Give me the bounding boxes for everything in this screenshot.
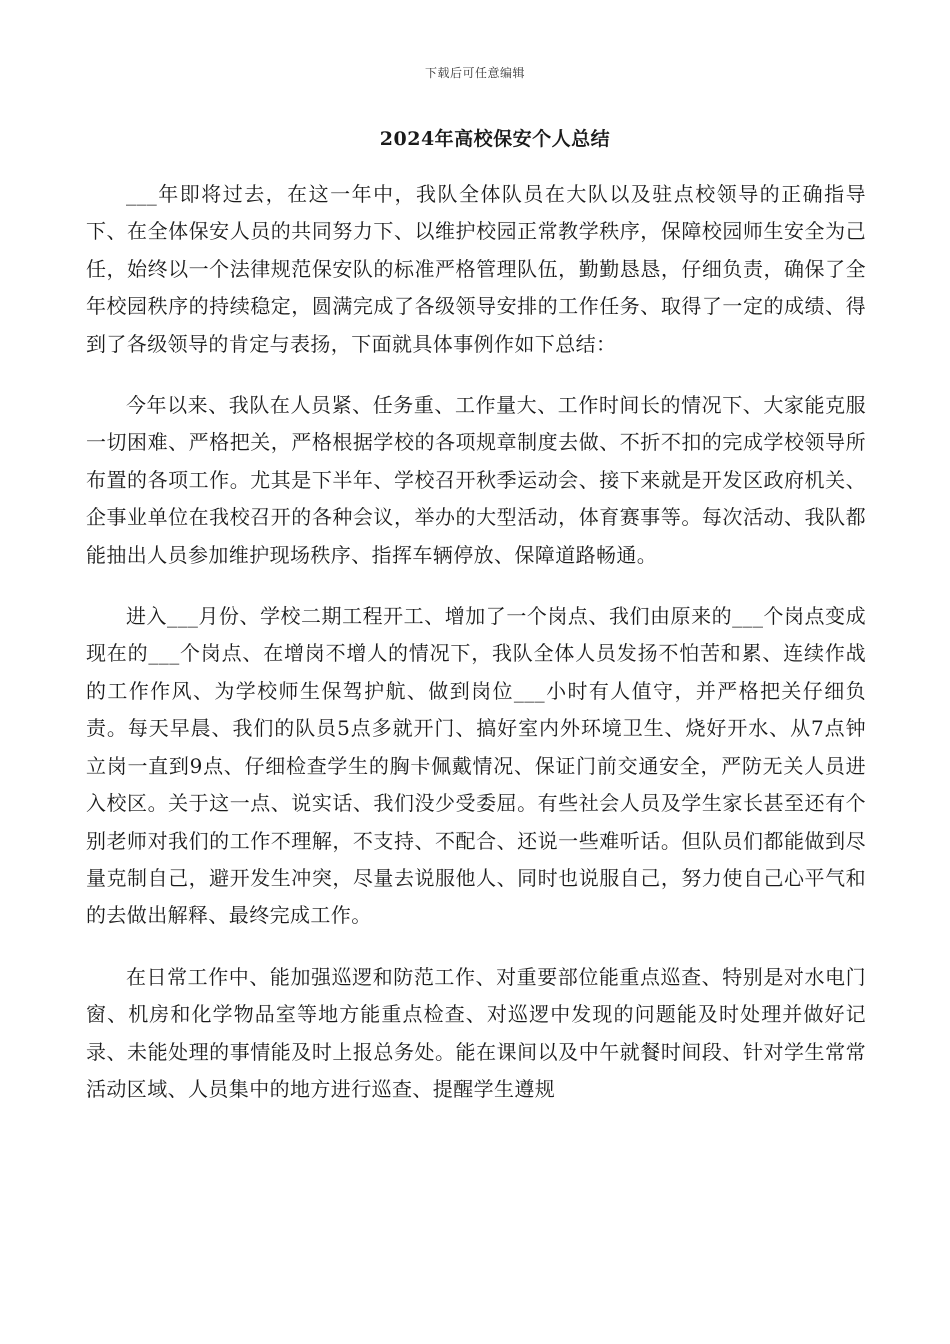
paragraph-patrol: 在日常工作中、能加强巡逻和防范工作、对重要部位能重点巡查、特别是对水电门窗、机房和化学物品室等地方能重点检查、对巡逻中发现的问题能及时处理并做好记录、未能处理的事情能及时上报总务处。能在课间以及中午就餐时间段、针对学生常常活动区域、人员集中的地方进行巡查、提醒学生遵规 bbox=[86, 964, 866, 1101]
document-body bbox=[86, 176, 866, 1132]
header-note: 下载后可任意编辑 bbox=[424, 66, 525, 80]
paragraph-events: 今年以来、我队在人员紧、任务重、工作量大、工作时间长的情况下、大家能克服一切困难、严格把关，严格根据学校的各项规章制度去做、不折不扣的完成学校领导所布置的各项工作。尤其是下半年、学校召开秋季运动会、接下来就是开发区政府机关、企事业单位在我校召开的各种会议，举办的大型活动，体育赛事等。每次活动、我队都能抽出人员参加维护现场秩序、指挥车辆停放、保障道路畅通。 bbox=[86, 393, 866, 567]
paragraph-posts: 进入___月份、学校二期工程开工、增加了一个岗点、我们由原来的___个岗点变成现在的___个岗点、在增岗不增人的情况下，我队全体人员发扬不怕苦和累、连续作战的工作作风、为学校师生保驾护航、做到岗位___小时有人值守，并严格把关仔细负责。每天早晨、我们的队员5点多就开门、搞好室内外环境卫生、烧好开水、从7点钟立岗一直到9点、仔细检查学生的胸卡佩戴情况、保证门前交通安全，严防无关人员进入校区。关于这一点、说实话、我们没少受委屈。有些社会人员及学生家长甚至还有个别老师对我们的工作不理解，不支持、不配合、还说一些难听话。但队员们都能做到尽量克制自己，避开发生冲突，尽量去说服他人、同时也说服自己，努力使自己心平气和的去做出解释、最终完成工作。 bbox=[86, 604, 866, 928]
document-title: 2024年高校保安个人总结 bbox=[379, 128, 611, 150]
paragraph-intro: ___年即将过去，在这一年中，我队全体队员在大队以及驻点校领导的正确指导下、在全体保安人员的共同努力下、以维护校园正常教学秩序，保障校园师生安全为己任，始终以一个法律规范保安队的标准严格管理队伍，勤勤恳恳，仔细负责，确保了全年校园秩序的持续稳定，圆满完成了各级领导安排的工作任务、取得了一定的成绩、得到了各级领导的肯定与表扬，下面就具体事例作如下总结： bbox=[86, 182, 866, 356]
